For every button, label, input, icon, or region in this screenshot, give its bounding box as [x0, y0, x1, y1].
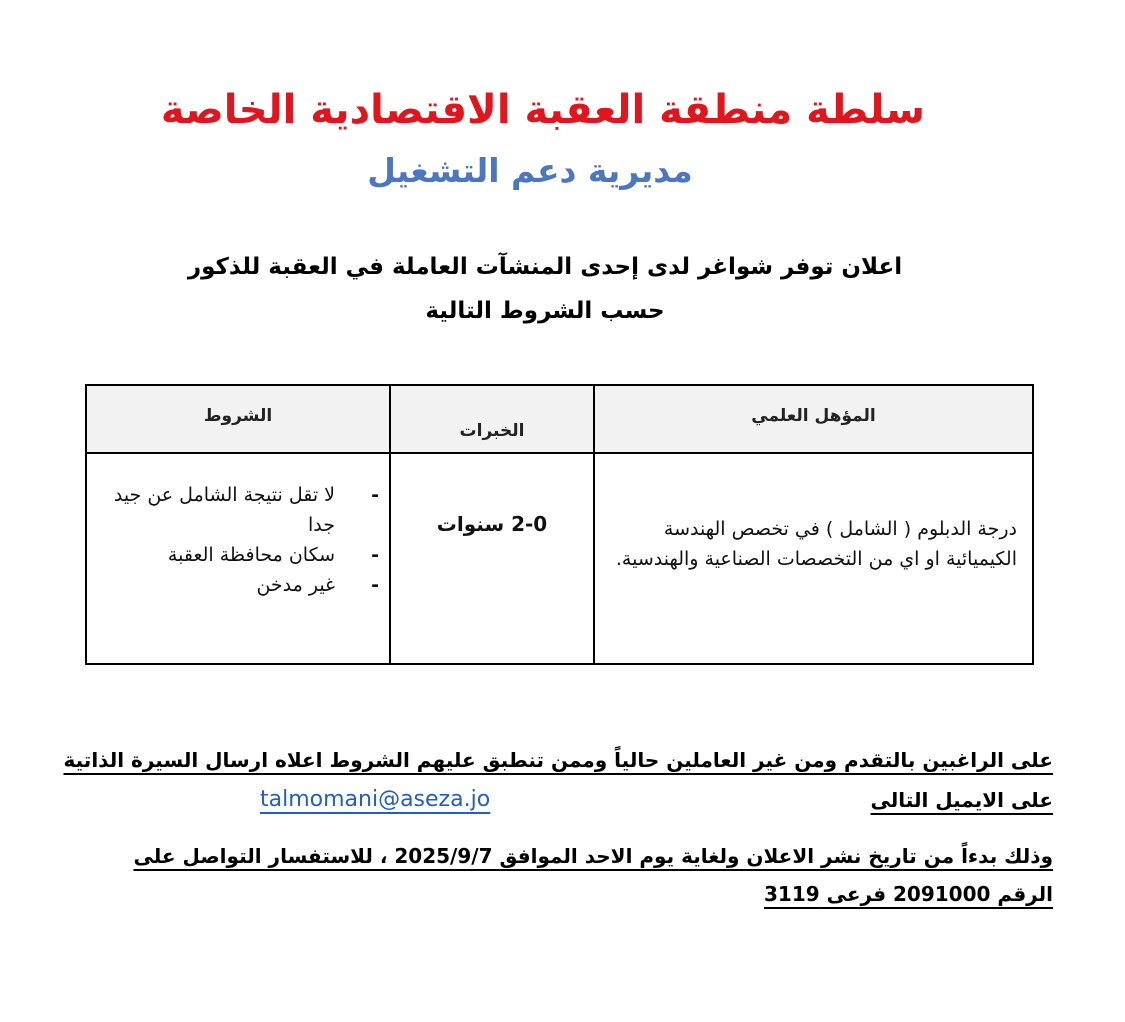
contact-number: الرقم 2091000 فرعى 3119	[763, 882, 1053, 906]
email-prefix: على الايميل التالى	[870, 788, 1053, 812]
bullet-dash-icon: -	[371, 484, 379, 506]
organization-title: سلطة منطقة العقبة الاقتصادية الخاصة	[160, 87, 925, 133]
email-link[interactable]: talmomani@aseza.jo	[260, 787, 491, 812]
bullet-dash-icon: -	[371, 544, 379, 566]
experience-cell: 2-0 سنوات	[436, 512, 548, 536]
announcement-title: اعلان توفر شواغر لدى إحدى المنشآت العاملة في العقبة للذكور	[187, 254, 903, 280]
condition-text: سكان محافظة العقبة	[167, 544, 335, 566]
department-title: مديرية دعم التشغيل	[367, 151, 693, 190]
header-experience: الخبرات	[459, 421, 525, 441]
qualification-cell: درجة الدبلوم ( الشامل ) في تخصص الهندسة الكيميائية او اي من التخصصات الصناعية والهندسية.	[615, 518, 1017, 570]
vacancy-table	[85, 384, 1034, 665]
header-qualification: المؤهل العلمي	[751, 406, 876, 426]
bullet-dash-icon: -	[371, 574, 379, 596]
apply-email-line	[55, 780, 1053, 820]
condition-text: لا تقل نتيجة الشامل عن جيد جدا	[113, 484, 335, 536]
deadline-instruction: وذلك بدءاً من تاريخ نشر الاعلان ولغاية يوم الاحد الموافق 2025/9/7 ، للاستفسار التواصل على	[133, 844, 1053, 868]
list-item	[95, 540, 379, 570]
table-divider	[87, 452, 1032, 454]
table-column-divider	[593, 386, 595, 663]
list-item	[95, 570, 379, 600]
header-conditions: الشروط	[203, 406, 273, 426]
announcement-subtitle: حسب الشروط التالية	[425, 298, 665, 324]
conditions-list	[95, 480, 379, 600]
list-item	[95, 480, 379, 540]
condition-text: غير مدخن	[256, 574, 335, 596]
apply-instruction: على الراغبين بالتقدم ومن غير العاملين حالياً وممن تنطبق عليهم الشروط اعلاه ارسال السيرة الذاتية	[63, 748, 1053, 772]
